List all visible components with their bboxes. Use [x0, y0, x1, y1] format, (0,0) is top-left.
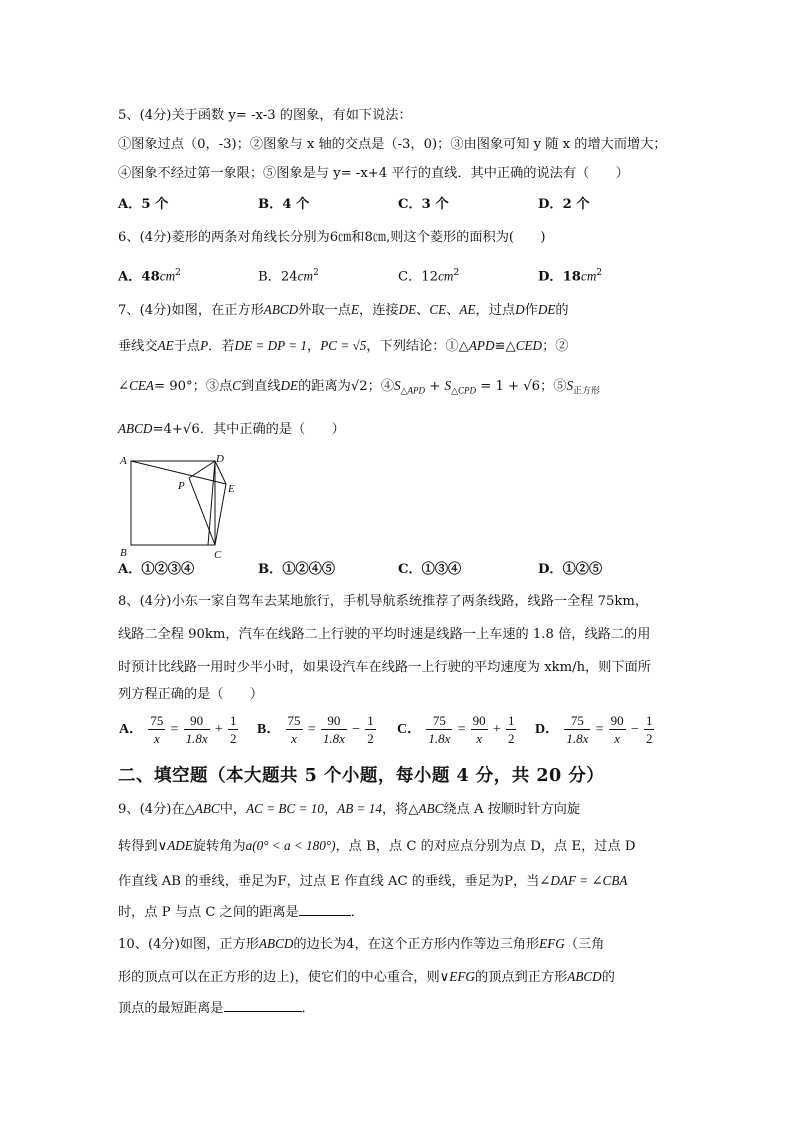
q6-unit-a: cm	[159, 268, 176, 284]
numerator: 1	[507, 713, 515, 728]
q7-line-4	[118, 420, 345, 439]
numerator: 1	[229, 713, 237, 728]
fraction	[321, 712, 347, 747]
fraction	[564, 712, 590, 747]
q5-option-c[interactable]: C．3 个	[398, 197, 449, 212]
equals-sign: =	[595, 721, 604, 737]
q9-text: 9、(4分)在△	[118, 802, 195, 817]
label-c: C	[214, 549, 222, 560]
label-b: B	[120, 547, 127, 559]
fraction	[365, 712, 376, 747]
q10-text: 的边长为4，在这个正方形内作等边三角形	[293, 937, 540, 952]
denominator: x	[614, 731, 621, 746]
q7-text: ≌△	[494, 339, 516, 354]
q8-option-d[interactable]	[534, 712, 654, 747]
numerator: 1	[367, 713, 374, 728]
q9-text: ，	[323, 802, 338, 817]
denominator: x	[291, 731, 297, 746]
q6-stem: 6、(4分)菱形的两条对角线长分别为6㎝和8㎝,则这个菱形的面积为( )	[118, 230, 546, 245]
q6-option-b[interactable]	[258, 264, 319, 286]
numerator: 75	[287, 713, 301, 728]
q7-math: ABCD	[263, 302, 299, 317]
q7-math: AE	[157, 338, 174, 353]
q9-math: a(0° < a < 180°)	[245, 838, 336, 853]
q7-math: CE	[429, 302, 447, 317]
q9-line-2	[118, 837, 635, 856]
fraction	[609, 712, 626, 747]
q7-text: 作	[524, 303, 538, 318]
q7-option-a[interactable]: A．①②③④	[118, 562, 195, 577]
q9-line-4	[118, 903, 364, 922]
numerator: 75	[564, 712, 590, 730]
q6-option-a[interactable]	[118, 264, 181, 286]
numerator: 75	[426, 712, 452, 730]
q7-math: +	[425, 379, 445, 394]
q7-text: ．其中正确的是（ ）	[199, 422, 345, 437]
q6-unit-d: cm	[580, 268, 597, 284]
q8-option-c[interactable]	[396, 712, 516, 747]
q7-math-sub: △CPD	[451, 385, 477, 396]
q10-math: ∨EFG	[439, 969, 475, 984]
q7-option-c[interactable]: C．①③④	[398, 562, 462, 577]
q7-math: D	[515, 302, 525, 317]
q7-math: CED	[515, 338, 543, 353]
q6-option-a-value: A．48	[118, 269, 160, 285]
denominator: 1.8x	[428, 731, 451, 746]
q9-text: 绕点 A 按顺时针方向旋	[443, 802, 581, 817]
fraction	[644, 712, 655, 747]
q9-math: ∠DAF = ∠CBA	[539, 873, 628, 888]
q7-math: S	[394, 378, 401, 393]
q7-text: ，连接	[359, 303, 399, 318]
fraction	[286, 712, 303, 747]
q7-math: DE = DP = 1	[234, 338, 307, 353]
q7-math: AE	[459, 302, 476, 317]
operator: +	[492, 721, 501, 737]
option-label: A．	[119, 721, 144, 737]
q7-math: √2	[350, 379, 368, 394]
q7-math: ABCD	[118, 421, 153, 436]
q5-stem: 5、(4分)关于函数 y= -x-3 的图象，有如下说法：	[118, 108, 412, 123]
q7-text: 、	[446, 303, 460, 318]
q7-line-3	[118, 377, 600, 401]
q7-text: ，	[307, 339, 321, 354]
q10-text: （三角	[564, 937, 605, 952]
operator: −	[630, 721, 639, 737]
q7-math: S	[566, 378, 574, 393]
q9-text: ，将△	[381, 802, 419, 817]
q9-text: ，点 B，点 C 的对应点分别为点 D，点 E，过点 D	[335, 839, 636, 854]
option-label: B．	[257, 721, 281, 737]
q6-unit-exp-a: 2	[175, 268, 181, 278]
label-a: A	[120, 455, 127, 467]
q7-text: ，下列结论：①△	[366, 339, 469, 354]
equals-sign: =	[457, 721, 466, 737]
q7-text: 7、(4分)如图，在正方形	[118, 303, 264, 318]
fraction	[471, 712, 488, 747]
q9-line-1	[118, 800, 580, 819]
numerator: 90	[472, 713, 486, 728]
q9-math: AC = BC = 10	[246, 801, 324, 816]
q6-unit-b: cm	[297, 268, 314, 284]
q10-text: 的	[601, 970, 615, 985]
section-heading-fill-in: 二、填空题（本大题共 5 个小题，每小题 4 分，共 20 分）	[118, 766, 605, 786]
q10-math: ABCD	[567, 969, 602, 984]
q7-math: DE	[280, 378, 299, 393]
label-e: E	[228, 483, 235, 495]
operator: −	[352, 721, 360, 737]
q7-math-sub: △APD	[400, 385, 426, 396]
q10-text: 10、(4分)如图，正方形	[118, 937, 259, 952]
q7-text: 、	[416, 303, 430, 318]
q7-text: ；④	[367, 379, 395, 394]
q9-text: ．	[350, 905, 364, 920]
q7-math: S	[444, 378, 452, 393]
segment-d-c-aux	[208, 461, 215, 545]
q10-text: 形的顶点可以在正方形的边上)，使它们的中心重合，则	[118, 970, 440, 985]
q10-math: EFG	[539, 936, 565, 951]
q7-text: 到直线	[240, 379, 281, 394]
q10-line-1	[118, 935, 604, 954]
q10-answer-blank[interactable]	[224, 999, 302, 1012]
q7-text: ．若	[208, 339, 235, 354]
fraction	[228, 712, 239, 747]
q7-text: ；⑤	[540, 379, 567, 394]
fraction	[506, 712, 517, 747]
q5-option-d[interactable]: D．2 个	[538, 197, 590, 212]
q7-math: PC = √5	[320, 338, 367, 353]
denominator: 1.8x	[322, 731, 345, 746]
q7-line-1	[118, 301, 569, 320]
q9-text: 旋转角为	[192, 839, 246, 854]
denominator: x	[476, 731, 483, 746]
q5-statements-2: ④图象不经过第一象限；⑤图象是与 y= -x+4 平行的直线．其中正确的说法有（ ）	[118, 166, 629, 181]
denominator: x	[153, 731, 160, 746]
q5-option-a[interactable]: A．5 个	[118, 197, 169, 212]
segment-ce	[215, 484, 226, 545]
q7-text: ；②	[542, 339, 569, 354]
q6-unit-exp-b: 2	[313, 268, 319, 278]
denominator: 1.8x	[566, 731, 589, 746]
q8-line-1: 8、(4分)小东一家自驾车去某地旅行，手机导航系统推荐了两条线路，线路一全程 75km，	[118, 594, 649, 609]
denominator: 1.8x	[185, 731, 208, 746]
option-label: D．	[535, 721, 560, 737]
denominator: 2	[507, 731, 515, 746]
denominator: 2	[229, 731, 237, 746]
q9-answer-blank[interactable]	[299, 903, 351, 916]
q5-statements-1: ①图象过点（0，-3)；②图象与 x 轴的交点是（-3，0)；③由图象可知 y 随 x 的增大而增大；	[118, 137, 667, 152]
q7-math: =4+√6	[152, 422, 200, 437]
q6-unit-c: cm	[438, 268, 454, 284]
operator: +	[214, 721, 223, 737]
q9-math: AB = 14	[337, 801, 382, 816]
q7-math: APD	[468, 338, 495, 353]
q10-text: 顶点的最短距离是	[118, 1001, 224, 1016]
q9-text: 转得到	[118, 839, 158, 854]
equals-sign: =	[170, 721, 179, 737]
q6-option-c[interactable]	[398, 264, 459, 286]
q10-math: ABCD	[258, 936, 294, 951]
q9-math: ∨ADE	[157, 838, 193, 853]
q9-text: 中，	[219, 802, 247, 817]
numerator: 1	[645, 713, 653, 728]
q7-math: DE	[398, 302, 417, 317]
q7-text: ，过点	[475, 303, 516, 318]
numerator: 90	[321, 712, 347, 730]
fraction	[148, 712, 165, 747]
q7-math: E	[350, 302, 360, 317]
equals-sign: =	[307, 721, 316, 737]
fraction	[184, 712, 210, 747]
q8-line-4: 列方程正确的是（ ）	[118, 687, 264, 702]
q8-line-2: 线路二全程 90km，汽车在线路二上行驶的平均时速是线路一上车速的 1.8 倍，线路二的用	[118, 627, 651, 642]
q10-line-2	[118, 968, 615, 987]
q6-option-c-value: C．12	[398, 269, 439, 285]
q7-text: 的距离为	[298, 379, 351, 394]
q7-math: P	[200, 338, 209, 353]
q9-text: 作直线 AB 的垂线，垂足为F，过点 E 作直线 AC 的垂线，垂足为P，当	[118, 874, 540, 889]
q7-text: 外取一点	[298, 303, 351, 318]
q8-option-b[interactable]	[256, 712, 376, 747]
q6-option-b-value: B．24	[258, 269, 298, 285]
q6-unit-exp-d: 2	[596, 268, 603, 278]
denominator: 2	[645, 731, 653, 746]
denominator: 2	[367, 731, 374, 746]
square-abcd	[131, 461, 215, 545]
q7-math-sub: 正方形	[573, 386, 601, 397]
q7-text: 垂线交	[118, 339, 158, 354]
q7-text: 于点	[173, 339, 201, 354]
q7-math: C	[232, 378, 241, 393]
q9-line-3	[118, 872, 627, 891]
q10-text: 的顶点到正方形	[474, 970, 568, 985]
q9-math: ABC	[418, 801, 444, 816]
q5-option-b[interactable]: B．4 个	[258, 197, 310, 212]
segment-dp	[189, 461, 215, 478]
q8-line-3: 时预计比线路一用时少半小时，如果设汽车在线路一上行驶的平均速度为 xkm/h，则下面所	[118, 660, 651, 675]
option-label: C．	[397, 721, 422, 737]
label-p: P	[178, 480, 185, 492]
q9-text: 时，点 P 与点 C 之间的距离是	[118, 905, 299, 920]
fraction	[426, 712, 452, 747]
q7-math: = 90°	[153, 379, 193, 394]
q7-math: DE	[537, 302, 556, 317]
q7-square-figure	[118, 450, 248, 560]
q9-math: ABC	[194, 801, 220, 816]
q7-text: ；③点	[192, 379, 233, 394]
label-d: D	[216, 453, 224, 465]
q7-math: CEA	[129, 378, 154, 393]
q6-unit-exp-c: 2	[453, 268, 460, 278]
q7-option-d[interactable]: D．①②⑤	[538, 562, 603, 577]
q7-text: ∠	[118, 379, 130, 394]
q8-option-a[interactable]	[118, 712, 238, 747]
q7-math: = 1 + √6	[476, 379, 541, 394]
numerator: 75	[150, 713, 164, 728]
q6-option-d-value: D．18	[538, 269, 581, 285]
q7-line-2	[118, 337, 568, 356]
q10-text: ．	[301, 1001, 315, 1016]
q10-line-3	[118, 999, 315, 1018]
numerator: 90	[184, 712, 210, 730]
numerator: 90	[610, 713, 624, 728]
q7-text: 的	[555, 303, 569, 318]
q7-option-b[interactable]: B．①②④⑤	[258, 562, 336, 577]
q6-option-d[interactable]	[538, 264, 602, 286]
